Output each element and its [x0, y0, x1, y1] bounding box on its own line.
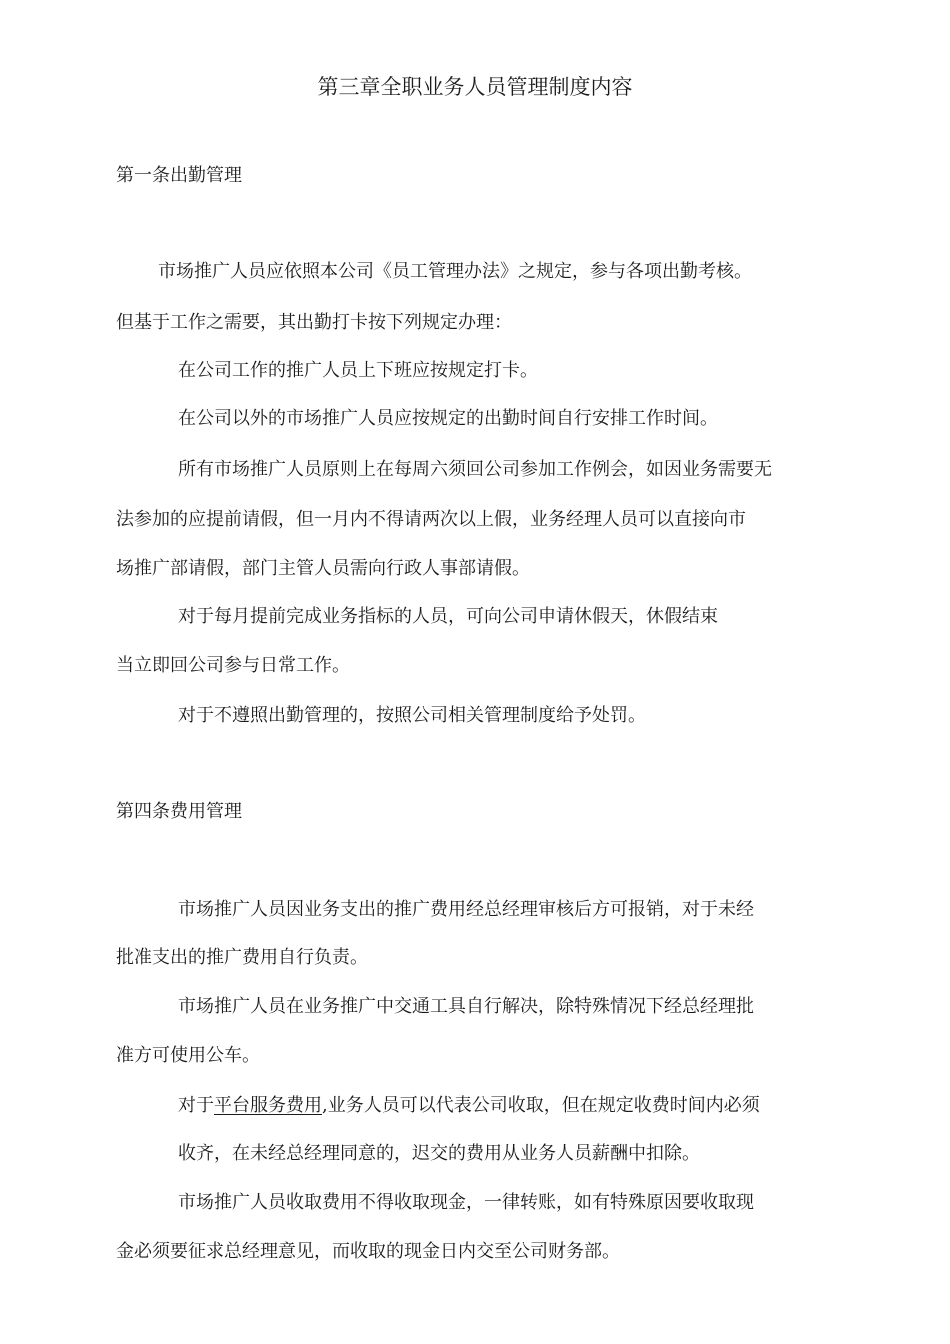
paragraph-line: 批准支出的推广费用自行负责。	[116, 947, 368, 968]
paragraph-line: 所有市场推广人员原则上在每周六须回公司参加工作例会，如因业务需要无	[178, 459, 772, 480]
text-segment: ,业务人员可以代表公司收取，但在规定收费时间内必须	[322, 1095, 760, 1116]
paragraph-line: 准方可使用公车。	[116, 1045, 260, 1066]
paragraph-line: 在公司工作的推广人员上下班应按规定打卡。	[178, 360, 538, 381]
paragraph-line: 市场推广人员在业务推广中交通工具自行解决，除特殊情况下经总经理批	[178, 996, 754, 1017]
paragraph-line: 法参加的应提前请假，但一月内不得请两次以上假，业务经理人员可以直接向市	[116, 509, 746, 530]
paragraph-line: 对于不遵照出勤管理的，按照公司相关管理制度给予处罚。	[178, 705, 646, 726]
paragraph-line: 对于每月提前完成业务指标的人员，可向公司申请休假天，休假结束	[178, 606, 718, 627]
paragraph-line: 收齐，在未经总经理同意的，迟交的费用从业务人员薪酬中扣除。	[178, 1143, 700, 1164]
document-title: 第三章全职业务人员管理制度内容	[317, 75, 633, 99]
paragraph-line: 场推广部请假，部门主管人员需向行政人事部请假。	[116, 558, 530, 579]
paragraph-line: 市场推广人员应依照本公司《员工管理办法》之规定，参与各项出勤考核。	[158, 261, 752, 282]
section-heading-attendance: 第一条出勤管理	[116, 165, 242, 186]
paragraph-line: 但基于工作之需要，其出勤打卡按下列规定办理：	[116, 312, 512, 333]
underlined-term: 平台服务费用	[214, 1095, 322, 1116]
paragraph-line: 当立即回公司参与日常工作。	[116, 655, 350, 676]
paragraph-line-with-underline	[178, 1093, 760, 1119]
paragraph-line: 市场推广人员收取费用不得收取现金，一律转账，如有特殊原因要收取现	[178, 1192, 754, 1213]
paragraph-line: 在公司以外的市场推广人员应按规定的出勤时间自行安排工作时间。	[178, 408, 718, 429]
section-heading-expenses: 第四条费用管理	[116, 801, 242, 822]
paragraph-line: 金必须要征求总经理意见，而收取的现金日内交至公司财务部。	[116, 1241, 620, 1262]
paragraph-line: 市场推广人员因业务支出的推广费用经总经理审核后方可报销，对于未经	[178, 899, 754, 920]
text-segment: 对于	[178, 1095, 214, 1116]
